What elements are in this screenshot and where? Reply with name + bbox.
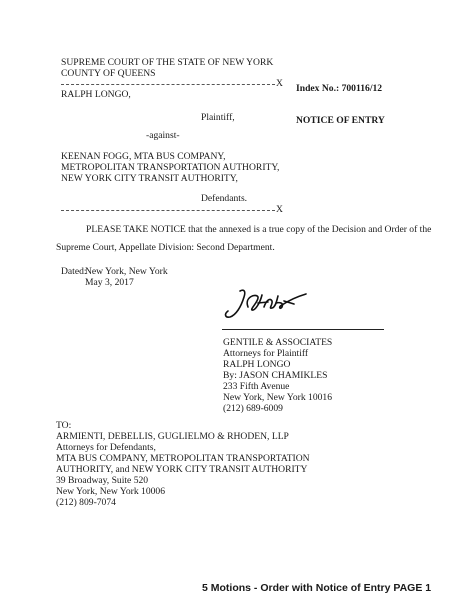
signer-role: Attorneys for Plaintiff	[223, 348, 309, 359]
page-footer: 5 Motions - Order with Notice of Entry PAGE 1	[202, 582, 432, 594]
signature-line	[222, 329, 384, 330]
caption-divider-top	[61, 84, 275, 85]
signer-firm: GENTILE & ASSOCIATES	[223, 337, 333, 348]
signer-client: RALPH LONGO	[223, 359, 291, 370]
to-phone: (212) 809-7074	[56, 497, 116, 508]
to-label: TO:	[56, 420, 72, 431]
defendant-line-1: KEENAN FOGG, MTA BUS COMPANY,	[61, 151, 226, 162]
to-firm: ARMIENTI, DEBELLIS, GUGLIELMO & RHODEN, LLP	[56, 431, 289, 442]
dated-label: Dated:	[61, 266, 87, 277]
against-label: -against-	[146, 130, 180, 141]
to-address-2: New York, New York 10006	[56, 486, 166, 497]
signer-phone: (212) 689-6009	[223, 403, 283, 414]
to-address-1: 39 Broadway, Suite 520	[56, 475, 149, 486]
to-parties-1: MTA BUS COMPANY, METROPOLITAN TRANSPORTATION	[56, 453, 310, 464]
index-number: Index No.: 700116/12	[296, 83, 383, 94]
signer-address-1: 233 Fifth Avenue	[223, 381, 290, 392]
caption-x-bottom: X	[276, 204, 283, 215]
handwritten-signature	[222, 285, 312, 323]
dated-date: May 3, 2017	[85, 277, 134, 288]
notice-body-line-2: Supreme Court, Appellate Division: Second Department.	[56, 242, 275, 253]
signer-address-2: New York, New York 10016	[223, 392, 333, 403]
notice-body-line-1: PLEASE TAKE NOTICE that the annexed is a true copy of the Decision and Order of the	[86, 224, 432, 235]
court-name: SUPREME COURT OF THE STATE OF NEW YORK	[61, 57, 274, 68]
dated-place: New York, New York	[85, 266, 168, 277]
to-role: Attorneys for Defendants,	[56, 442, 156, 453]
defendant-line-3: NEW YORK CITY TRANSIT AUTHORITY,	[61, 173, 238, 184]
plaintiff-name: RALPH LONGO,	[61, 89, 131, 100]
defendant-role: Defendants.	[201, 193, 248, 204]
to-parties-2: AUTHORITY, and NEW YORK CITY TRANSIT AUTHORITY	[56, 464, 308, 475]
document-title: NOTICE OF ENTRY	[296, 115, 385, 126]
plaintiff-role: Plaintiff,	[201, 112, 235, 123]
caption-divider-bottom	[61, 210, 275, 211]
defendant-line-2: METROPOLITAN TRANSPORTATION AUTHORITY,	[61, 162, 280, 173]
signer-attorney: By: JASON CHAMIKLES	[223, 370, 328, 381]
caption-x-top: X	[276, 78, 283, 89]
court-county: COUNTY OF QUEENS	[61, 68, 156, 79]
